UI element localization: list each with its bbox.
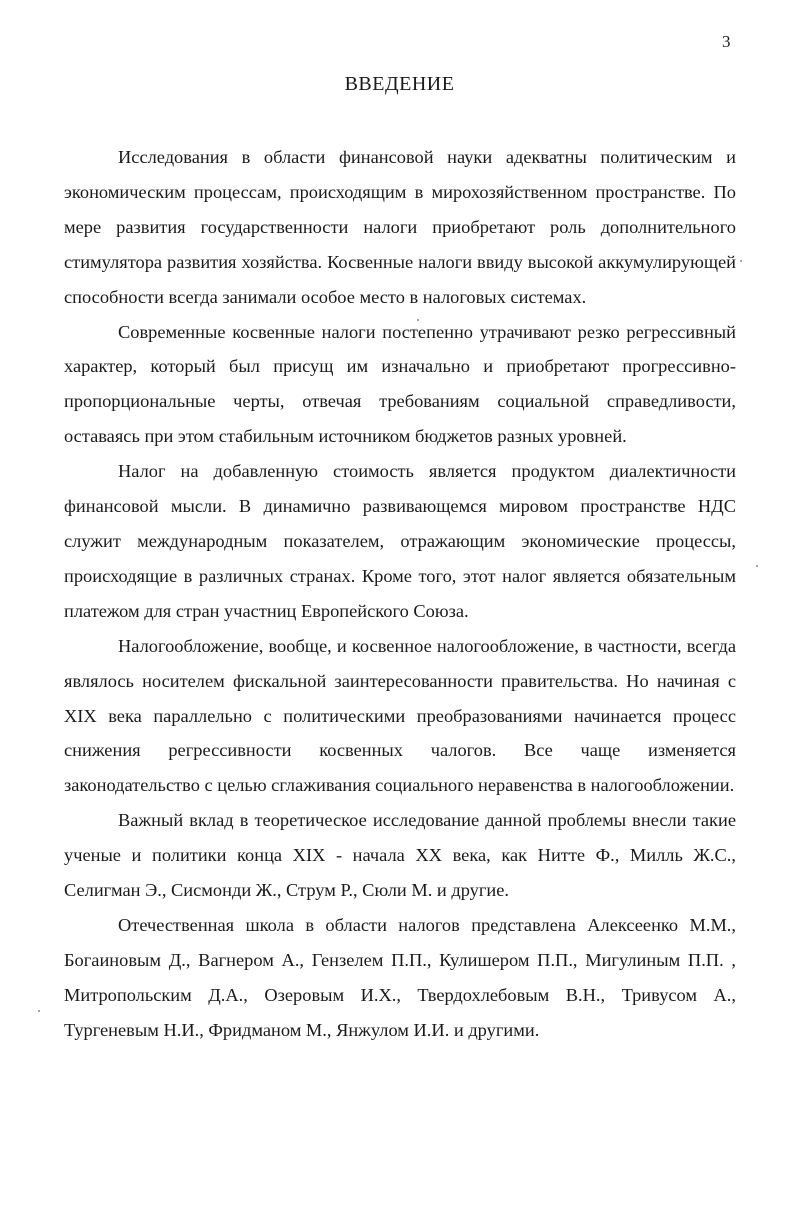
paragraph-4: Налогообложение, вообще, и косвенное налогообложение, в частности, всегда являлось носителем фискальной заинтересованности правительства. Но начиная с XIX века параллельно с политическими преобразованиями начинается процесс снижения регрессивности косвенных чалогов. Все чаще изменяется законодательство с целью сглаживания социального неравенства в налогообложении. (64, 635, 736, 796)
body-text (64, 140, 736, 1048)
paragraph-2: Современные косвенные налоги постепенно утрачивают резко регрессивный характер, который был присущ им изначально и приобретают прогрессивно-пропорциональные черты, отвечая требованиям социальной справедливости, оставаясь при этом стабильным источником бюджетов разных уровней. (64, 321, 736, 447)
paragraph-5: Важный вклад в теоретическое исследование данной проблемы внесли такие ученые и политики конца XIX - начала XX века, как Нитте Ф., Милль Ж.С., Селигман Э., Сисмонди Ж., Струм Р., Сюли М. и другие. (64, 810, 736, 901)
scan-speck (740, 260, 742, 262)
page-number: 3 (722, 32, 731, 51)
paragraph-1: Исследования в области финансовой науки адекватны политическим и экономическим процессам, происходящим в мирохозяйственном пространстве. По мере развития государственности налоги приобретают роль дополнительного стимулятора развития хозяйства. Косвенные налоги ввиду высокой аккумулирующей способности всегда занимали особое место в налоговых системах. (64, 147, 736, 307)
page-title: ВВЕДЕНИЕ (344, 73, 455, 95)
scan-speck (756, 565, 758, 567)
scan-speck (38, 1010, 40, 1012)
scan-speck (417, 319, 419, 321)
paragraph-3: Налог на добавленную стоимость является продуктом диалектичности финансовой мысли. В динамично развивающемся мировом пространстве НДС служит международным показателем, отражающим экономические процессы, происходящие в различных странах. Кроме того, этот налог является обязательным платежом для стран участниц Европейского Союза. (64, 461, 736, 621)
paragraph-6: Отечественная школа в области налогов представлена Алексеенко М.М., Богаиновым Д., Вагнером А., Гензелем П.П., Кулишером П.П., Мигулиным П.П. , Митропольским Д.А., Озеровым И.Х., Твердохлебовым В.Н., Тривусом А., Тургеневым Н.И., Фридманом М., Янжулом И.И. и другими. (64, 914, 736, 1040)
